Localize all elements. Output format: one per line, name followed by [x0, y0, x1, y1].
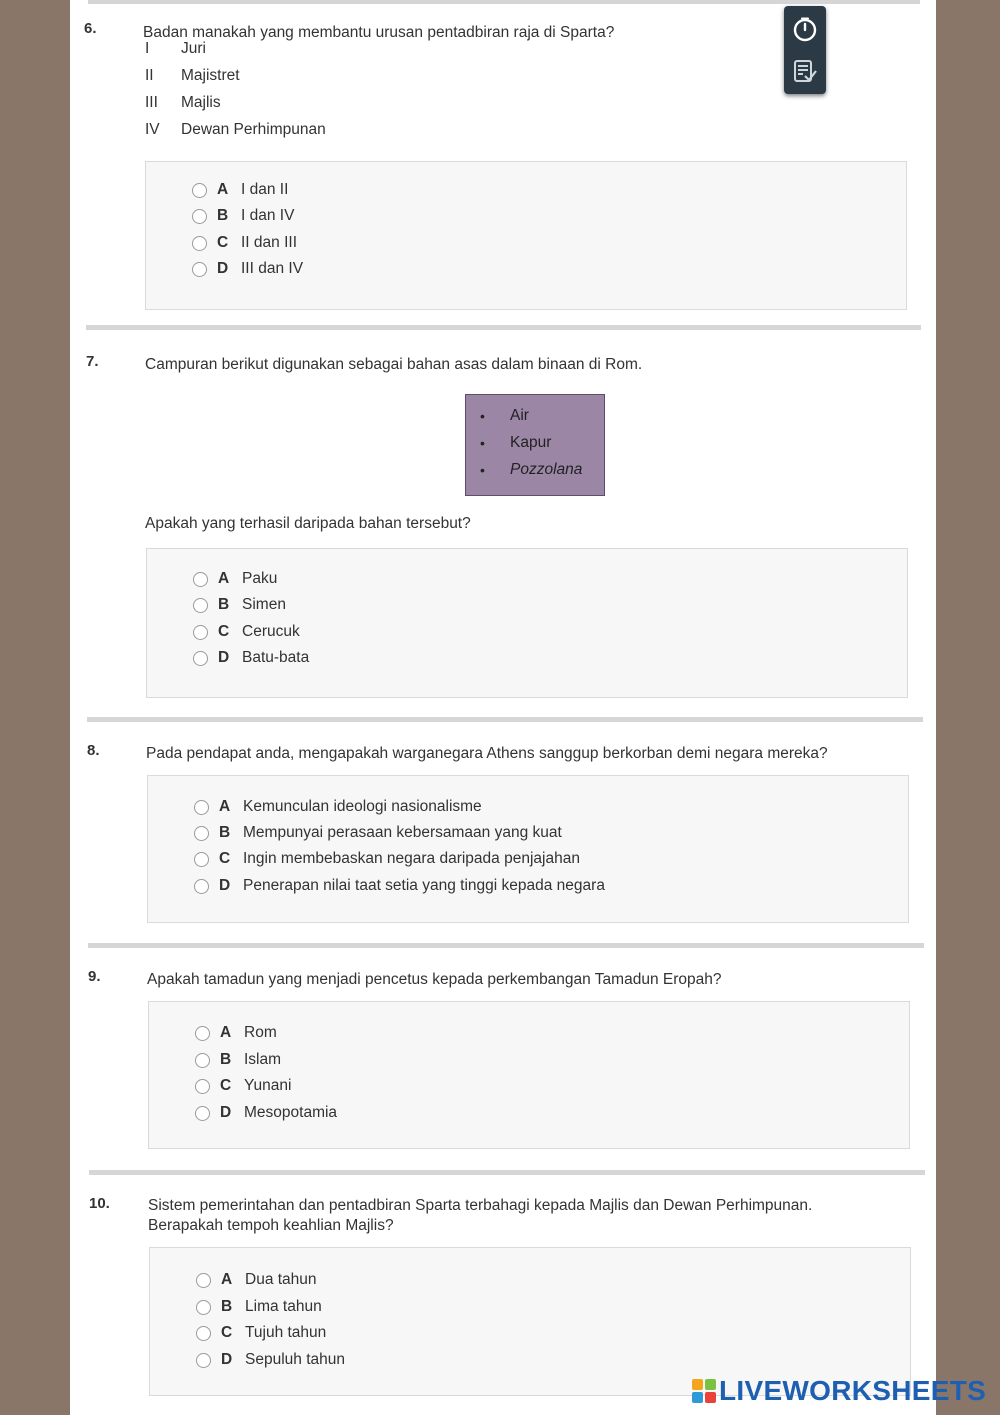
option-letter: C	[218, 623, 230, 640]
question-text: Pada pendapat anda, mengapakah warganegara Athens sanggup berkorban demi negara mereka?	[146, 745, 828, 762]
radio-button[interactable]	[192, 262, 207, 277]
option-b[interactable]	[193, 594, 286, 616]
option-letter: D	[219, 877, 231, 894]
radio-button[interactable]	[192, 183, 207, 198]
radio-button[interactable]	[196, 1353, 211, 1368]
radio-button[interactable]	[193, 572, 208, 587]
option-d[interactable]	[196, 1349, 345, 1371]
logo-text: LIVEWORKSHEETS	[719, 1375, 987, 1406]
question-text	[148, 1196, 812, 1236]
option-letter: D	[221, 1351, 233, 1368]
option-text: Yunani	[244, 1077, 292, 1094]
option-letter: A	[221, 1271, 233, 1288]
option-letter: A	[217, 181, 229, 198]
question-text: Badan manakah yang membantu urusan pentadbiran raja di Sparta?	[143, 24, 615, 41]
question-text-line: Sistem pemerintahan dan pentadbiran Sparta terbahagi kepada Majlis dan Dewan Perhimpunan.	[148, 1197, 813, 1214]
option-d[interactable]	[194, 875, 605, 897]
option-text: Islam	[244, 1051, 282, 1068]
radio-button[interactable]	[196, 1300, 211, 1315]
question-text: Apakah tamadun yang menjadi pencetus kepada perkembangan Tamadun Eropah?	[147, 971, 722, 988]
option-b[interactable]	[195, 1049, 281, 1071]
option-text: II dan III	[241, 234, 298, 251]
timer-icon	[792, 16, 818, 42]
option-c[interactable]	[193, 621, 300, 643]
checklist-icon	[792, 58, 818, 84]
logo-letter-v	[692, 1392, 703, 1403]
statement-item	[145, 94, 221, 112]
floating-toolbar	[784, 6, 826, 94]
radio-button[interactable]	[196, 1326, 211, 1341]
radio-button[interactable]	[192, 236, 207, 251]
radio-button[interactable]	[195, 1106, 210, 1121]
ingredient-text: Pozzolana	[510, 461, 583, 478]
statement-item	[145, 67, 240, 85]
statement-numeral: III	[145, 94, 158, 111]
question-number: 8.	[87, 742, 100, 759]
option-b[interactable]	[192, 205, 294, 227]
question-number: 6.	[84, 20, 97, 37]
option-letter: B	[219, 824, 231, 841]
radio-button[interactable]	[195, 1079, 210, 1094]
option-a[interactable]	[196, 1269, 317, 1291]
statement-numeral: IV	[145, 121, 160, 138]
top-divider	[88, 0, 920, 4]
question-subtext: Apakah yang terhasil daripada bahan tersebut?	[145, 515, 471, 532]
radio-button[interactable]	[195, 1026, 210, 1041]
option-letter: C	[221, 1324, 233, 1341]
question-divider	[87, 717, 923, 722]
radio-button[interactable]	[196, 1273, 211, 1288]
ingredient-text: Kapur	[510, 434, 552, 451]
option-letter: D	[217, 260, 229, 277]
option-d[interactable]	[192, 258, 303, 280]
option-letter: B	[217, 207, 229, 224]
options-box	[145, 161, 907, 310]
option-letter: A	[219, 798, 231, 815]
question-text: Campuran berikut digunakan sebagai bahan asas dalam binaan di Rom.	[145, 356, 643, 373]
option-letter: D	[220, 1104, 232, 1121]
option-c[interactable]	[196, 1322, 326, 1344]
question-number: 10.	[89, 1195, 110, 1212]
option-text: Rom	[244, 1024, 277, 1041]
option-text: Paku	[242, 570, 278, 587]
option-text: I dan IV	[241, 207, 295, 224]
option-letter: D	[218, 649, 230, 666]
option-a[interactable]	[192, 179, 288, 201]
option-text: III dan IV	[241, 260, 304, 277]
option-c[interactable]	[194, 848, 580, 870]
option-text: Mempunyai perasaan kebersamaan yang kuat	[243, 824, 562, 841]
radio-button[interactable]	[194, 800, 209, 815]
logo-letter-e	[705, 1392, 716, 1403]
logo-grid-icon	[692, 1379, 716, 1403]
option-text: Tujuh tahun	[245, 1324, 327, 1341]
statement-text: Majlis	[181, 94, 221, 111]
list-item: • Kapur	[480, 434, 552, 451]
question-number: 9.	[88, 968, 101, 985]
question-text-line: Berapakah tempoh keahlian Majlis?	[148, 1217, 394, 1234]
statement-item	[145, 121, 326, 139]
option-letter: C	[219, 850, 231, 867]
option-text: Simen	[242, 596, 286, 613]
option-text: Sepuluh tahun	[245, 1351, 345, 1368]
option-c[interactable]	[192, 232, 297, 254]
ingredients-box	[465, 394, 605, 496]
radio-button[interactable]	[195, 1053, 210, 1068]
option-a[interactable]	[194, 796, 482, 818]
option-text: Dua tahun	[245, 1271, 317, 1288]
option-text: Ingin membebaskan negara daripada penjajahan	[243, 850, 580, 867]
liveworksheets-logo	[692, 1374, 986, 1408]
radio-button[interactable]	[193, 651, 208, 666]
timer-button[interactable]	[790, 14, 820, 44]
option-a[interactable]	[195, 1022, 277, 1044]
checklist-button[interactable]	[790, 56, 820, 86]
option-b[interactable]	[194, 822, 562, 844]
list-item: • Air	[480, 407, 529, 424]
statement-item	[145, 40, 206, 58]
option-text: Penerapan nilai taat setia yang tinggi kepada negara	[243, 877, 605, 894]
option-d[interactable]	[193, 647, 309, 669]
option-a[interactable]	[193, 568, 277, 590]
statement-text: Majistret	[181, 67, 240, 84]
option-text: Mesopotamia	[244, 1104, 338, 1121]
options-box	[146, 548, 908, 698]
statement-text: Juri	[181, 40, 206, 57]
question-number: 7.	[86, 353, 99, 370]
logo-letter-l	[692, 1379, 703, 1390]
statement-numeral: I	[145, 40, 150, 57]
radio-button[interactable]	[192, 209, 207, 224]
option-letter: B	[221, 1298, 233, 1315]
ingredient-text: Air	[510, 407, 529, 424]
option-letter: B	[220, 1051, 232, 1068]
option-letter: C	[217, 234, 229, 251]
option-text: I dan II	[241, 181, 289, 198]
option-text: Lima tahun	[245, 1298, 322, 1315]
option-letter: A	[218, 570, 230, 587]
option-letter: B	[218, 596, 230, 613]
option-text: Cerucuk	[242, 623, 300, 640]
question-divider	[86, 325, 921, 330]
options-box	[147, 775, 909, 923]
option-text: Batu-bata	[242, 649, 310, 666]
radio-button[interactable]	[194, 826, 209, 841]
option-letter: C	[220, 1077, 232, 1094]
question-divider	[88, 943, 924, 948]
logo-letter-i	[705, 1379, 716, 1390]
option-b[interactable]	[196, 1296, 322, 1318]
option-letter: A	[220, 1024, 232, 1041]
radio-button[interactable]	[193, 598, 208, 613]
radio-button[interactable]	[193, 625, 208, 640]
question-divider	[89, 1170, 925, 1175]
list-item: • Pozzolana	[480, 461, 583, 478]
radio-button[interactable]	[194, 879, 209, 894]
radio-button[interactable]	[194, 852, 209, 867]
option-d[interactable]	[195, 1102, 337, 1124]
options-box	[148, 1001, 910, 1149]
statement-text: Dewan Perhimpunan	[181, 121, 326, 138]
option-c[interactable]	[195, 1075, 291, 1097]
statement-numeral: II	[145, 67, 154, 84]
option-text: Kemunculan ideologi nasionalisme	[243, 798, 482, 815]
